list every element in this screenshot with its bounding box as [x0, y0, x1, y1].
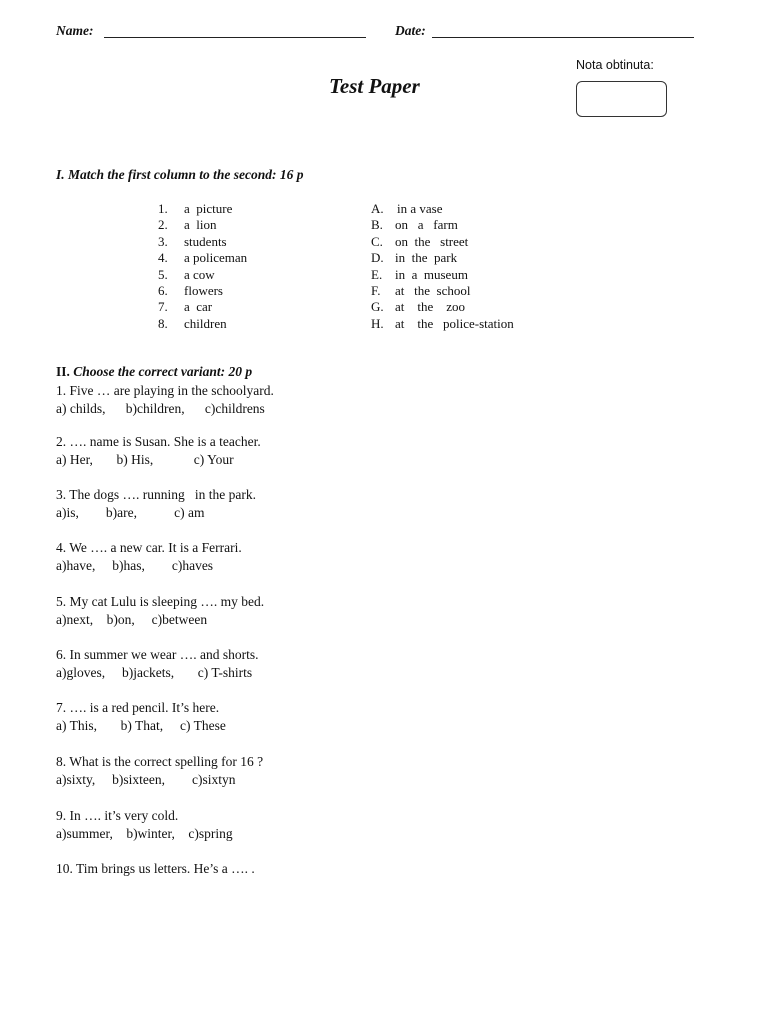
- question-text: 4. We …. a new car. It is a Ferrari.: [56, 540, 242, 555]
- date-label: Date:: [395, 23, 426, 38]
- match-right-item: in a vase: [397, 201, 443, 216]
- match-left-number: 5.: [158, 266, 168, 282]
- match-left-item: a car: [184, 299, 213, 315]
- match-right-letter: E.: [371, 266, 383, 282]
- question-text: 7. …. is a red pencil. It’s here.: [56, 700, 220, 715]
- answer-options: a) childs, b)children, c)childrens: [56, 401, 265, 416]
- match-right-letter: G.: [371, 299, 384, 315]
- match-left-item: a picture: [184, 201, 233, 216]
- match-left-item: students: [184, 233, 227, 249]
- question-text: 1. Five … are playing in the schoolyard.: [56, 383, 274, 398]
- section-2-number: II.: [56, 364, 70, 379]
- match-right-letter: H.: [371, 315, 384, 331]
- section-1-title: I. Match the first column to the second: 16 p: [56, 167, 304, 182]
- question-text: 3. The dogs …. running in the park.: [56, 487, 256, 502]
- question-text: 6. In summer we wear …. and shorts.: [56, 647, 259, 662]
- answer-options: a)have, b)has, c)haves: [56, 558, 214, 573]
- answer-options: a) Her, b) His, c) Your: [56, 452, 234, 467]
- grade-label: Nota obtinuta:: [576, 58, 654, 72]
- match-right-item: in a museum: [395, 266, 468, 282]
- match-right-letter: A.: [371, 201, 384, 216]
- section-2-heading: Choose the correct variant: 20 p: [73, 364, 253, 379]
- match-left-number: 2.: [158, 217, 168, 233]
- match-right-letter: D.: [371, 250, 384, 266]
- match-right-item: in the park: [395, 250, 458, 266]
- date-line: [432, 37, 694, 38]
- match-left-number: 1.: [158, 201, 168, 216]
- answer-options: a)is, b)are, c) am: [56, 505, 205, 520]
- grade-box: [576, 81, 667, 117]
- match-right-item: on the street: [395, 233, 469, 249]
- match-left-item: a policeman: [184, 250, 248, 266]
- match-left-item: a lion: [184, 217, 217, 233]
- question-text: 10. Tim brings us letters. He’s a …. .: [56, 861, 255, 876]
- name-label: Name:: [56, 23, 94, 38]
- match-left-item: children: [184, 315, 227, 331]
- answer-options: a)gloves, b)jackets, c) T-shirts: [56, 665, 253, 680]
- match-left-number: 8.: [158, 315, 168, 331]
- match-right-item: at the zoo: [395, 299, 466, 315]
- answer-options: a)summer, b)winter, c)spring: [56, 826, 233, 841]
- answer-options: a)sixty, b)sixteen, c)sixtyn: [56, 772, 236, 787]
- answer-options: a)next, b)on, c)between: [56, 612, 208, 627]
- match-left-item: flowers: [184, 283, 223, 298]
- match-left-number: 4.: [158, 250, 168, 266]
- name-line: [104, 37, 366, 38]
- match-left-item: a cow: [184, 266, 215, 282]
- match-right-item: at the police-station: [395, 315, 514, 331]
- section-2-title: [56, 364, 252, 380]
- question-text: 5. My cat Lulu is sleeping …. my bed.: [56, 594, 265, 609]
- question-text: 2. …. name is Susan. She is a teacher.: [56, 434, 261, 449]
- match-left-number: 3.: [158, 233, 168, 249]
- match-right-item: at the school: [395, 283, 471, 298]
- match-right-letter: F.: [371, 283, 381, 298]
- match-right-letter: B.: [371, 217, 383, 233]
- question-text: 9. In …. it’s very cold.: [56, 808, 179, 823]
- match-left-number: 7.: [158, 299, 168, 315]
- answer-options: a) This, b) That, c) These: [56, 718, 226, 733]
- page-title: Test Paper: [329, 74, 420, 98]
- question-text: 8. What is the correct spelling for 16 ?: [56, 754, 264, 769]
- match-right-letter: C.: [371, 233, 383, 249]
- match-left-number: 6.: [158, 283, 168, 298]
- match-right-item: on a farm: [395, 217, 458, 233]
